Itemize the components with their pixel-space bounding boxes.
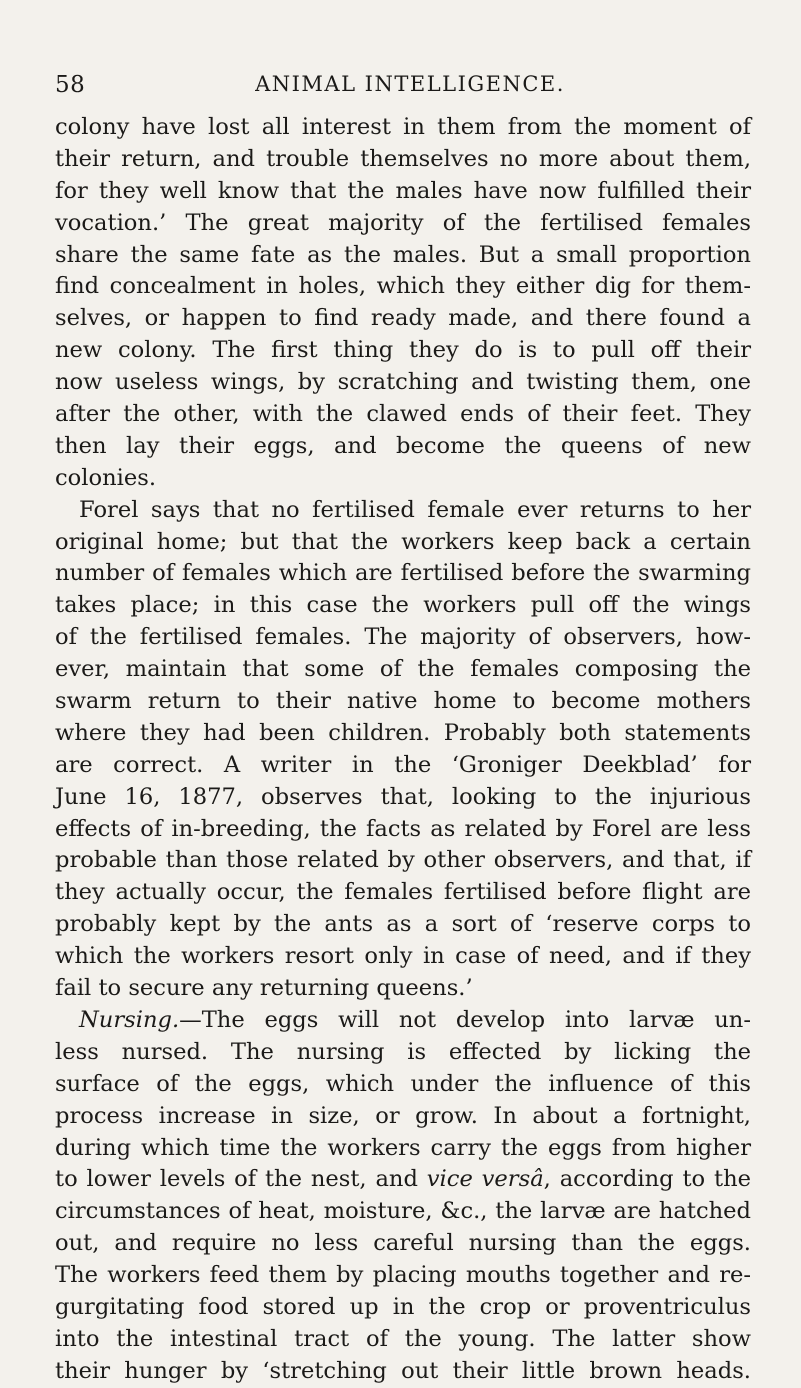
text-line: selves, or happen to find ready made, and there found a [55, 305, 751, 332]
text-line: of the fertilised females. The majority of observers, how- [55, 624, 751, 651]
text-line: which the workers resort only in case of need, and if they [55, 943, 751, 970]
text-fragment: , according to the [543, 1166, 751, 1193]
text-line: original home; but that the workers keep back a certain [55, 528, 751, 555]
page-number: 58 [55, 72, 86, 98]
text-line: ever, maintain that some of the females composing the [55, 656, 751, 683]
text-line: their return, and trouble themselves no more about them, [55, 145, 751, 172]
text-line: they actually occur, the females fertilised before flight are [55, 879, 751, 906]
text-fragment: to lower levels of the nest, and [55, 1166, 418, 1193]
text-line: colony have lost all interest in them from the moment of [55, 114, 751, 140]
text-line: after the other, with the clawed ends of their feet. They [55, 401, 751, 428]
text-line: surface of the eggs, which under the influence of this [55, 1070, 751, 1097]
text-line-vice-versa [55, 1164, 751, 1196]
text-line-nursing [55, 1005, 751, 1037]
text-line: then lay their eggs, and become the queens of new [55, 432, 751, 459]
text-line: probable than those related by other observers, and that, if [55, 847, 751, 874]
text-line: less nursed. The nursing is effected by licking the [55, 1038, 751, 1065]
text-line: June 16, 1877, observes that, looking to the injurious [55, 783, 751, 810]
text-line: where they had been children. Probably both statements [55, 719, 751, 746]
text-line: new colony. The first thing they do is to pull off their [55, 337, 751, 364]
text-line: are correct. A writer in the ‘Groniger Deekblad’ for [55, 751, 751, 778]
running-title: ANIMAL INTELLIGENCE. [255, 72, 565, 96]
text-line: now useless wings, by scratching and twisting them, one [55, 369, 751, 396]
text-line: Forel says that no fertilised female ever returns to her [79, 496, 751, 523]
body-text [55, 112, 751, 1388]
section-heading-nursing: Nursing. [79, 1006, 180, 1033]
text-line: share the same fate as the males. But a small proportion [55, 241, 751, 268]
text-line: find concealment in holes, which they either dig for them- [55, 273, 751, 300]
text-line: during which time the workers carry the eggs from higher [55, 1134, 751, 1161]
text-line: circumstances of heat, moisture, &c., the larvæ are hatched [55, 1198, 751, 1225]
text-line: gurgitating food stored up in the crop or proventriculus [55, 1293, 751, 1320]
text-line: into the intestinal tract of the young. The latter show [55, 1325, 751, 1352]
text-line: number of females which are fertilised before the swarming [55, 560, 751, 587]
text-line: their hunger by ‘stretching out their little brown heads. [55, 1357, 751, 1384]
italic-vice-versa: vice versâ [426, 1166, 544, 1193]
text-line: out, and require no less careful nursing than the eggs. [55, 1230, 751, 1257]
text-line: The workers feed them by placing mouths together and re- [55, 1262, 751, 1289]
text-line: process increase in size, or grow. In about a fortnight, [55, 1102, 751, 1129]
text-line: fail to secure any returning queens.’ [55, 975, 473, 1002]
text-line: for they well know that the males have now fulfilled their [55, 177, 751, 204]
text-line: swarm return to their native home to become mothers [55, 688, 751, 715]
text-line: takes place; in this case the workers pull off the wings [55, 592, 751, 619]
text-line: probably kept by the ants as a sort of ‘reserve corps to [55, 911, 751, 938]
page-header [55, 72, 755, 102]
text-line: colonies. [55, 464, 157, 491]
text-line: effects of in-breeding, the facts as related by Forel are less [55, 815, 751, 842]
text-line: vocation.’ The great majority of the fertilised females [55, 209, 751, 236]
text-fragment: —The eggs will not develop into larvæ un- [179, 1006, 751, 1033]
